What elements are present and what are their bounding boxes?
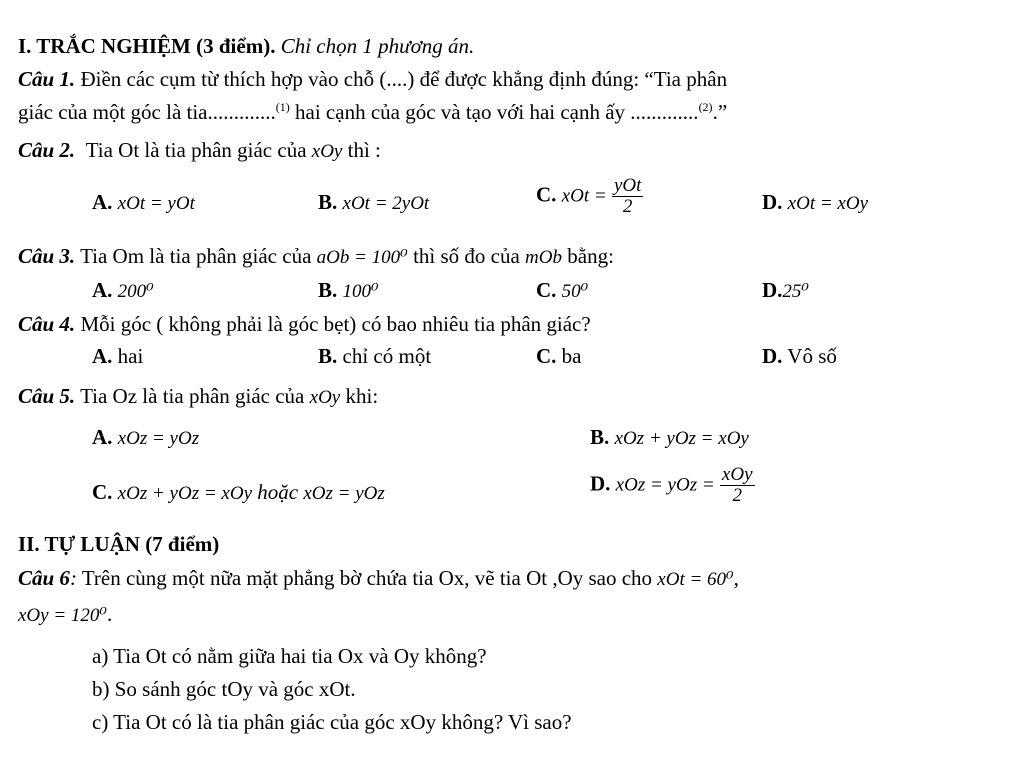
q2-text: Tia Ot là tia phân giác của [85, 138, 307, 162]
q2-option-b-letter: B. [318, 190, 338, 214]
q5-option-a-letter: A. [92, 425, 113, 449]
q3-option-d-letter: D. [762, 278, 783, 302]
q4-option-a[interactable] [92, 344, 143, 369]
q2-option-d[interactable] [762, 190, 868, 216]
q2-option-b-expr: xOt = 2yOt [342, 193, 430, 214]
part1-instruction: Chỉ chọn 1 phương án. [280, 34, 475, 58]
q5-option-c-word: hoặc [257, 480, 299, 504]
q4-option-c-letter: C. [536, 344, 557, 368]
q1-text2c: .” [712, 100, 728, 124]
q2-option-c[interactable] [536, 176, 643, 217]
q5-option-a[interactable] [92, 425, 199, 451]
q1-line1 [18, 67, 727, 92]
q2-option-a-letter: A. [92, 190, 113, 214]
q2-option-c-denominator: 2 [622, 195, 633, 217]
q5-angle: xOy [309, 387, 341, 408]
q3-option-c-letter: C. [536, 278, 557, 302]
q3-expr: aOb = 100⁰ [316, 247, 408, 268]
q5-option-b-letter: B. [590, 425, 610, 449]
part2-heading: II. TỰ LUẬN (7 điểm) [18, 532, 220, 556]
q1-text1: Điền các cụm từ thích hợp vào chỗ (....) để được khẳng định đúng: “Tia phân [80, 67, 728, 91]
q4-option-b-letter: B. [318, 344, 338, 368]
q5-option-d-denominator: 2 [732, 484, 742, 506]
q3-angle: mOb [525, 247, 562, 268]
q3-option-d-value: 25⁰ [782, 281, 810, 302]
q3-option-a-value: 200⁰ [117, 281, 154, 302]
q5-option-c-expr2: xOz = yOz [303, 483, 385, 504]
q2-text-end: thì : [347, 138, 381, 162]
q5-line [18, 384, 378, 410]
q4-option-a-value: hai [117, 344, 144, 368]
q5-option-d[interactable] [590, 465, 755, 506]
q5-option-c-letter: C. [92, 480, 113, 504]
q5-text-end: khi: [345, 384, 379, 408]
q6-comma: , [733, 566, 739, 590]
q6-text: Trên cùng một nữa mặt phẳng bờ chứa tia Ox, vẽ tia Ot ,Oy sao cho [81, 566, 653, 590]
q2-option-a-expr: xOt = yOt [117, 193, 195, 214]
q5-option-c-expr1: xOz + yOz = xOy [117, 483, 252, 504]
q2-option-b[interactable] [318, 190, 429, 216]
part1-heading: I. TRẮC NGHIỆM (3 điểm). [18, 34, 276, 58]
q6-line1 [18, 566, 739, 592]
q5-option-d-expr: xOz = yOz = [615, 474, 715, 496]
q2-option-c-numerator: yOt [613, 175, 642, 196]
q2-option-a[interactable] [92, 190, 195, 216]
q3-text: Tia Om là tia phân giác của [80, 244, 312, 268]
q2-option-c-expr: xOt = [561, 185, 607, 207]
q5-text: Tia Oz là tia phân giác của [80, 384, 305, 408]
q4-text: Mỗi góc ( không phải là góc bẹt) có bao nhiêu tia phân giác? [80, 312, 591, 336]
q4-option-b-value: chỉ có một [342, 344, 432, 368]
q6-expr1: xOt = 60⁰ [657, 569, 734, 590]
q4-label: Câu 4. [18, 312, 76, 336]
q6-line2 [18, 602, 112, 628]
q6-colon: : [69, 566, 77, 590]
q3-option-d[interactable] [762, 278, 809, 304]
q4-option-a-letter: A. [92, 344, 113, 368]
q4-line [18, 312, 591, 337]
q5-option-d-fraction [720, 465, 755, 506]
q6-part-a: a) Tia Ot có nằm giữa hai tia Ox và Oy không? [92, 644, 487, 668]
q6-part-c: c) Tia Ot có là tia phân giác của góc xOy không? Vì sao? [92, 710, 572, 734]
part1-heading-line [18, 34, 474, 59]
q3-label: Câu 3. [18, 244, 76, 268]
q2-angle: xOy [311, 141, 343, 162]
q3-option-c-value: 50⁰ [561, 281, 589, 302]
q3-option-b-value: 100⁰ [342, 281, 379, 302]
q5-option-c[interactable] [92, 480, 385, 506]
q2-label: Câu 2. [18, 138, 76, 162]
part2-heading-line [18, 532, 219, 557]
q2-option-d-expr: xOt = xOy [787, 193, 869, 214]
q4-option-d-value: Vô số [787, 344, 837, 368]
q1-line2 [18, 100, 727, 125]
q3-text-mid: thì số đo của [413, 244, 520, 268]
q5-option-b[interactable] [590, 425, 749, 451]
q3-option-c[interactable] [536, 278, 588, 304]
q3-text-end: bằng: [567, 244, 614, 268]
q4-option-c[interactable] [536, 344, 582, 369]
q2-line [18, 138, 381, 164]
q1-sup2: (2) [698, 100, 713, 114]
q3-option-b[interactable] [318, 278, 379, 304]
q6-period: . [107, 602, 113, 626]
q6-label: Câu 6 [18, 566, 70, 590]
q5-option-d-numerator: xOy [721, 464, 753, 485]
q5-option-b-expr: xOz + yOz = xOy [614, 428, 749, 449]
q3-line [18, 244, 614, 270]
q6-part-b: b) So sánh góc tOy và góc xOt. [92, 677, 356, 701]
q3-option-a[interactable] [92, 278, 154, 304]
q2-option-c-letter: C. [536, 182, 557, 207]
q3-option-a-letter: A. [92, 278, 113, 302]
q1-text2b: hai cạnh của góc và tạo với hai cạnh ấy ............. [289, 100, 699, 124]
q6-expr2: xOy = 120⁰ [18, 605, 108, 626]
q4-option-b[interactable] [318, 344, 431, 369]
q2-option-c-fraction [612, 176, 643, 217]
q4-option-d-letter: D. [762, 344, 783, 368]
q2-option-d-letter: D. [762, 190, 783, 214]
q1-sup1: (1) [275, 100, 290, 114]
q1-label: Câu 1. [18, 67, 76, 91]
q5-option-a-expr: xOz = yOz [117, 428, 200, 449]
q3-option-b-letter: B. [318, 278, 338, 302]
q1-text2a: giác của một góc là tia............. [18, 100, 276, 124]
q4-option-d[interactable] [762, 344, 837, 369]
q4-option-c-value: ba [561, 344, 582, 368]
q5-option-d-letter: D. [590, 471, 611, 496]
q5-label: Câu 5. [18, 384, 76, 408]
